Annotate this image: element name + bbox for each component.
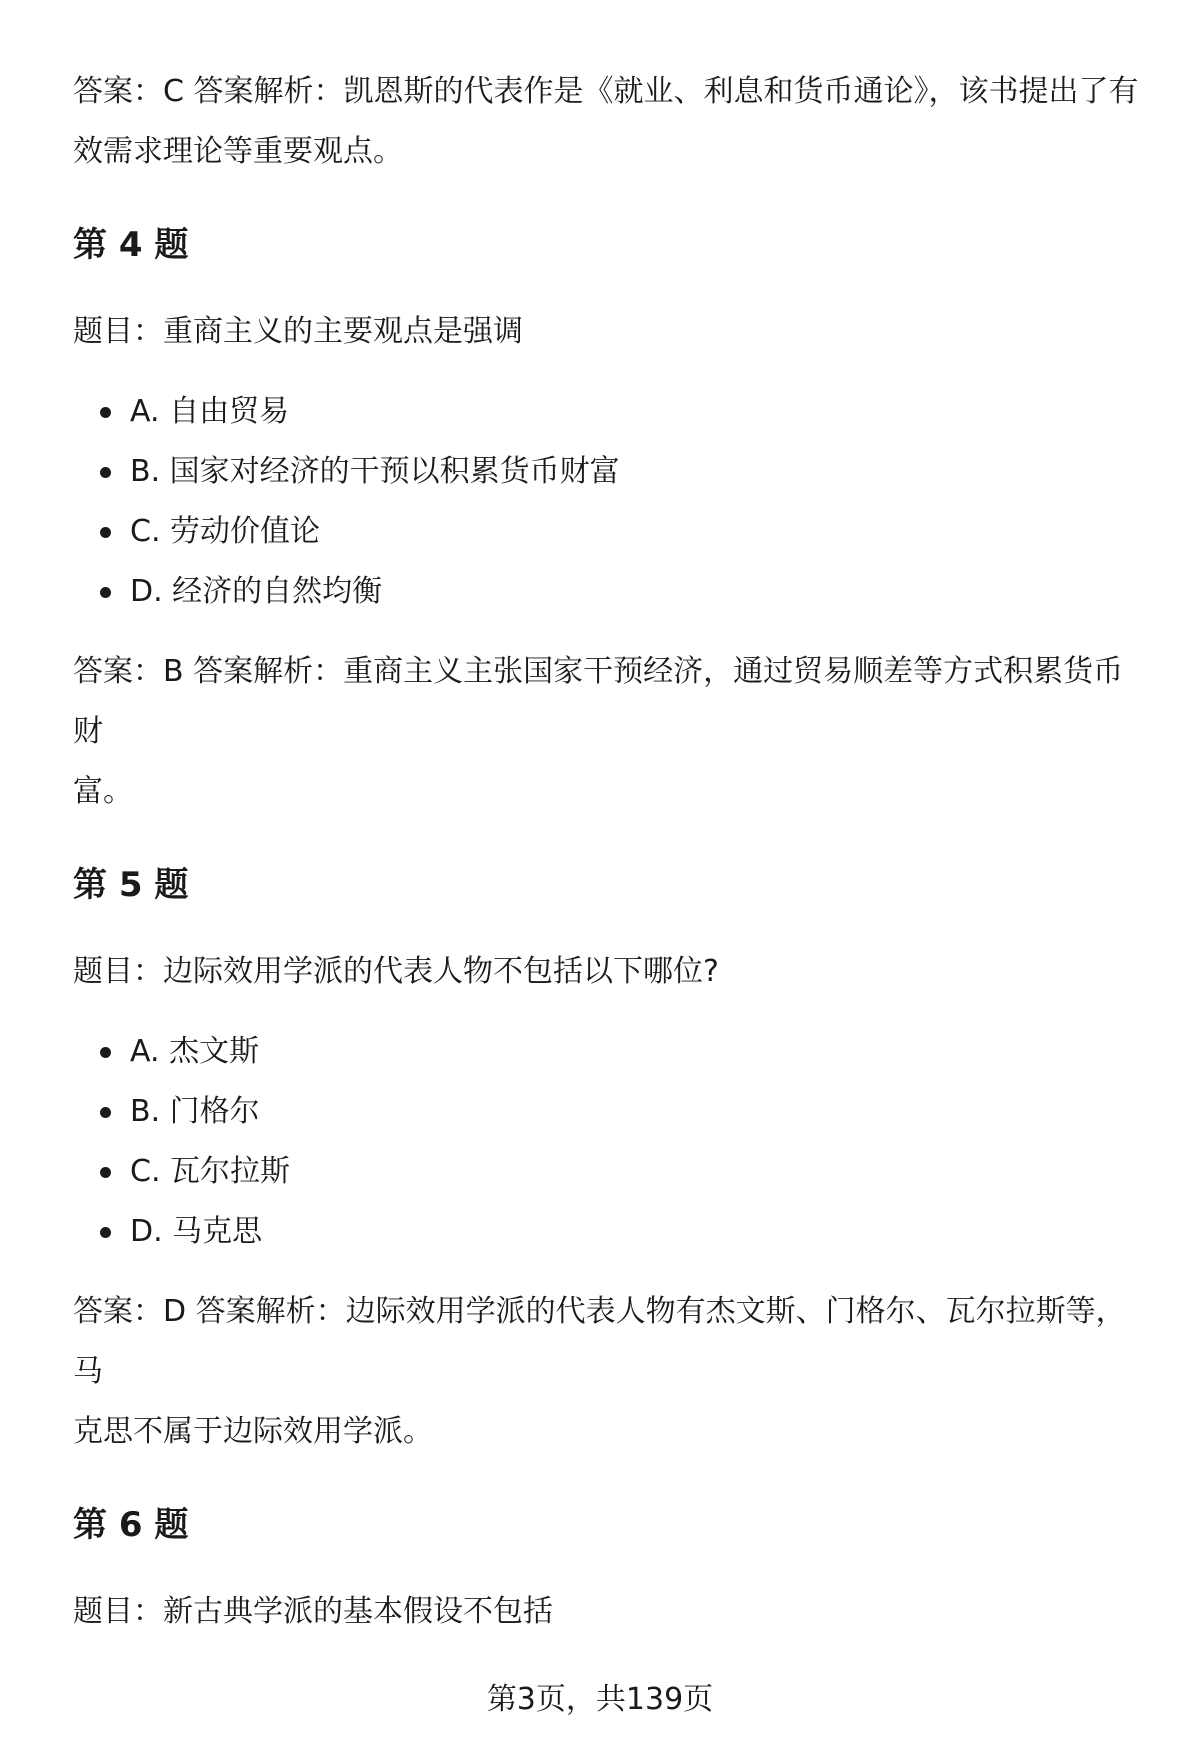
answer-line: 富。	[73, 774, 133, 809]
question-heading: 第 4 题	[73, 225, 189, 265]
option-list	[73, 382, 1143, 622]
option-item	[73, 562, 1143, 622]
answer-line: 答案：D 答案解析：边际效用学派的代表人物有杰文斯、门格尔、瓦尔拉斯等，马	[73, 1294, 1126, 1389]
answer-line: 答案：B 答案解析：重商主义主张国家干预经济，通过贸易顺差等方式积累货币财	[73, 654, 1124, 749]
question-5-answer	[73, 1282, 1143, 1462]
document-content	[73, 62, 1143, 1642]
option-item	[73, 1142, 1143, 1202]
question-heading: 第 6 题	[73, 1505, 189, 1545]
question-text: 题目：重商主义的主要观点是强调	[73, 314, 523, 349]
option-text: B. 门格尔	[130, 1094, 260, 1129]
bullet-icon	[100, 1167, 111, 1178]
option-text: B. 国家对经济的干预以积累货币财富	[130, 454, 620, 489]
answer-line: 答案：C 答案解析：凯恩斯的代表作是《就业、利息和货币通论》，该书提出了有	[73, 74, 1139, 109]
question-3-answer	[73, 62, 1143, 182]
question-6-block	[73, 1495, 1143, 1642]
option-list	[73, 1022, 1143, 1262]
option-text: A. 杰文斯	[130, 1034, 260, 1069]
bullet-icon	[100, 1227, 111, 1238]
question-5-block	[73, 855, 1143, 1462]
bullet-icon	[100, 587, 111, 598]
answer-line: 效需求理论等重要观点。	[73, 134, 403, 169]
option-item	[73, 1082, 1143, 1142]
option-item	[73, 1202, 1143, 1262]
question-heading: 第 5 题	[73, 865, 189, 905]
question-text: 题目：新古典学派的基本假设不包括	[73, 1594, 553, 1629]
question-4-block	[73, 215, 1143, 822]
option-text: C. 瓦尔拉斯	[130, 1154, 291, 1189]
option-item	[73, 502, 1143, 562]
bullet-icon	[100, 527, 111, 538]
option-text: D. 马克思	[130, 1214, 263, 1249]
bullet-icon	[100, 1107, 111, 1118]
bullet-icon	[100, 467, 111, 478]
answer-line: 克思不属于边际效用学派。	[73, 1414, 433, 1449]
option-item	[73, 382, 1143, 442]
bullet-icon	[100, 407, 111, 418]
question-text: 题目：边际效用学派的代表人物不包括以下哪位?	[73, 954, 719, 989]
option-text: A. 自由贸易	[130, 394, 290, 429]
option-item	[73, 1022, 1143, 1082]
bullet-icon	[100, 1047, 111, 1058]
option-item	[73, 442, 1143, 502]
question-4-answer	[73, 642, 1143, 822]
option-text: C. 劳动价值论	[130, 514, 321, 549]
option-text: D. 经济的自然均衡	[130, 574, 383, 609]
page-footer: 第3页，共139页	[486, 1682, 714, 1717]
